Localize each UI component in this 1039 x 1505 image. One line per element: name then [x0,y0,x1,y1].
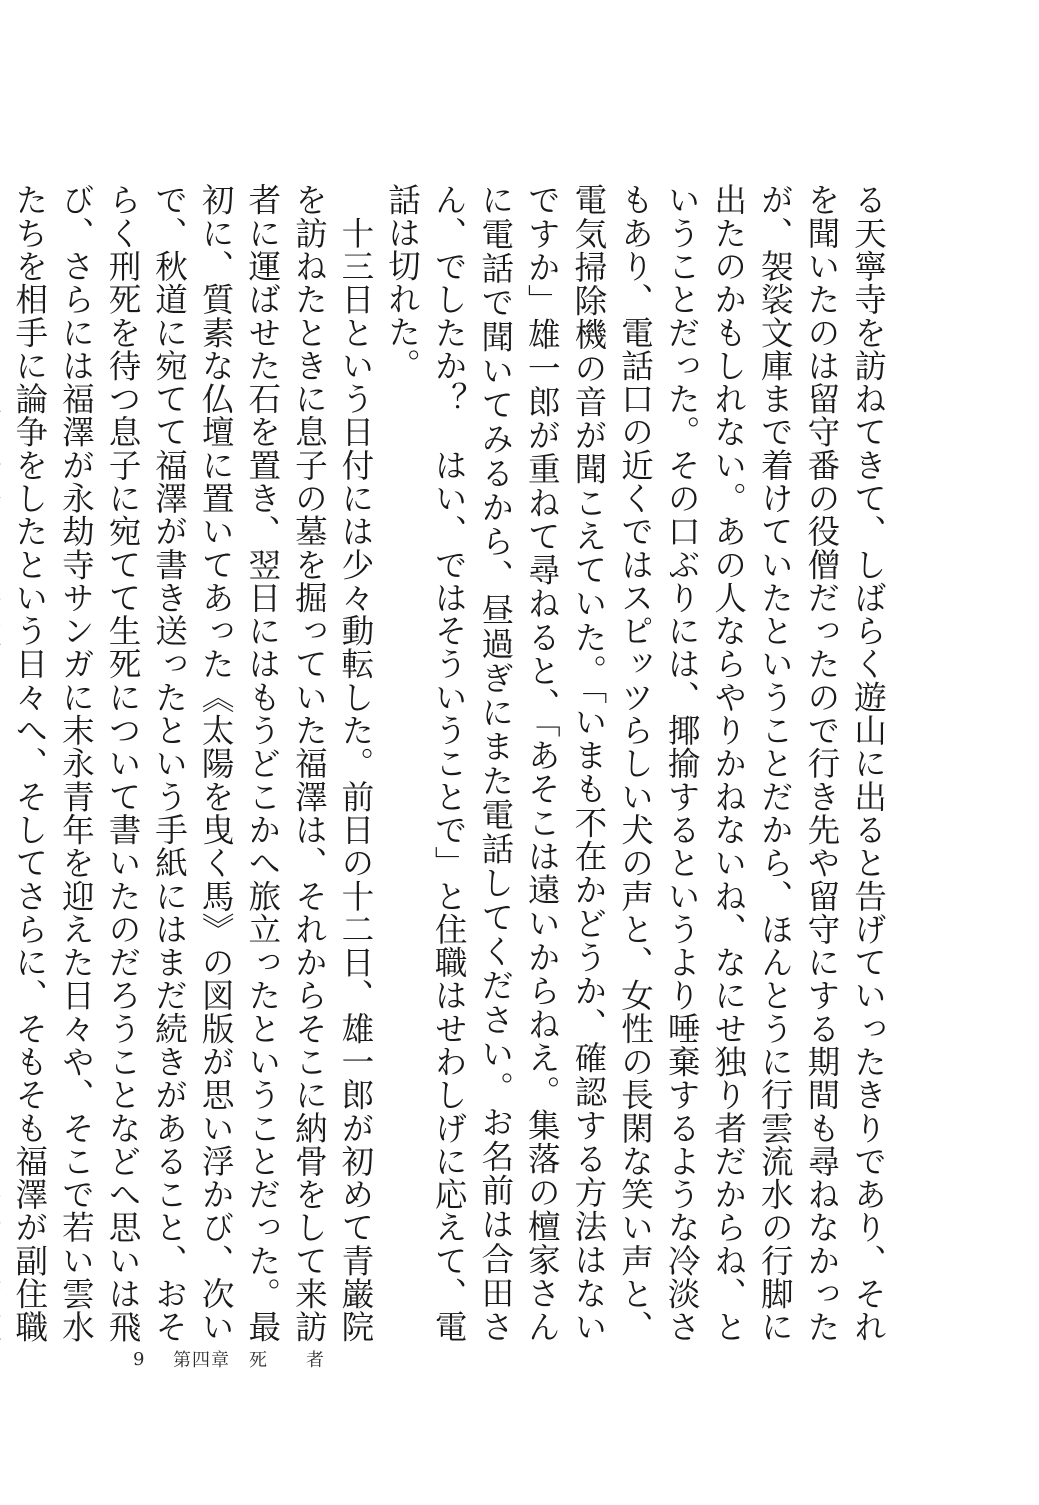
chapter-title: 第四章 死 者 [173,1350,325,1371]
page-number: 9 [133,1348,145,1370]
paragraph-1: る天寧寺を訪ねてきて、しばらく遊山に出ると告げていったきりであり、それを聞いたのは留守番の役僧だったので行き先や留守にする期間も尋ねなかったが、袈裟文庫まで着けていたということだから、ほんとうに行雲流水の行脚に出たのかもしれない。あの人ならやりかねないね、なにせ独り者だからね、ということだった。その口ぶりには、揶揄するというより唾棄するような冷淡さもあり、電話口の近くではスピッツらしい犬の声と、女性の長閑な笑い声と、電気掃除機の音が聞こえていた。「いまも不在かどうか、確認する方法はないですか」雄一郎が重ねて尋ねると、「あそこは遠いからねえ。集落の檀家さんに電話で聞いてみるから、昼過ぎにまた電話してください。お名前は合田さん、でしたか？ はい、ではそういうことで」と住職はせわしげに応えて、電話は切れた。 [383,183,887,1343]
body-text [0,183,891,1343]
page-footer [133,1347,325,1371]
paragraph-2: 十三日という日付には少々動転した。前日の十二日、雄一郎が初めて青巌院を訪ねたときに息子の墓を掘っていた福澤は、それからそこに納骨をして来訪者に運ばせた石を置き、翌日にはもうどこかへ旅立ったということだった。最初に、質素な仏壇に置いてあった《太陽を曳く馬》の図版が思い浮かび、次いで、秋道に宛てて福澤が書き送ったという手紙にはまだ続きがあること、おそらく刑死を待つ息子に宛てて生死について書いたのだろうことなどへ思いは飛び、さらには福澤が永劫寺サンガに末永青年を迎えた日々や、そこで若い雲水たちを相手に論争をしたという日々へ、そしてさらに、そもそも福澤が副住職 [10,183,375,1343]
